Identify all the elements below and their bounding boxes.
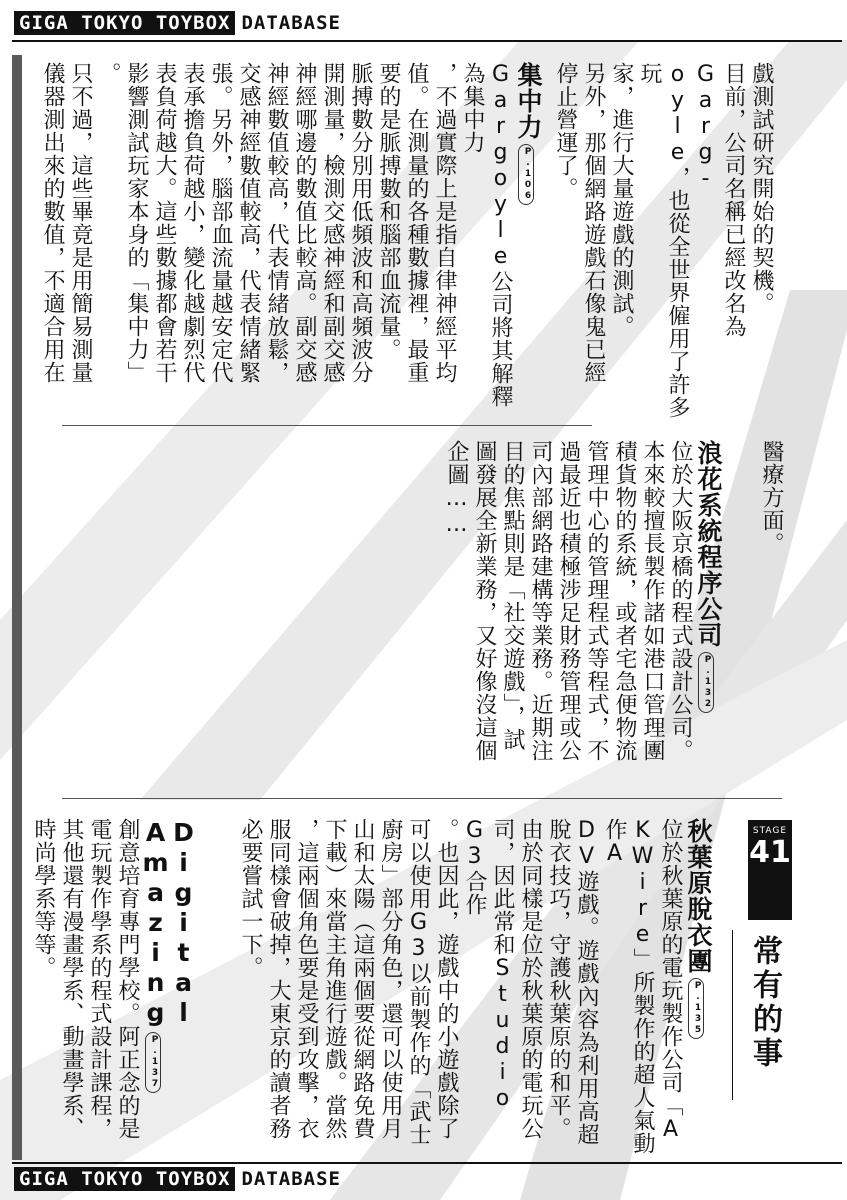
- footer-rule: [12, 1162, 842, 1164]
- stage-label: STAGE: [752, 826, 788, 836]
- footer-brand: [14, 1168, 341, 1190]
- section-title-rule: [732, 930, 733, 1100]
- entry-heading: 集中力P.106: [514, 62, 542, 427]
- entry-akiba: 秋葉原脫衣團P.135 位於秋葉原的電玩製作公司「A KWire」所製作的超人氣動作A DV遊戲。遊戲內容為利用高超 脫衣技巧，守護秋葉原的和平。 由於同樣是位於秋葉原的電玩公 司，因此常和Studio G3合作 。也因此，遊戲中的小遊戲除了 可以使用G3以前製作的「武士 廚房」部分角色，還可以使用月 山和太陽（這兩個要從網路免費 下載）來當主角進行遊戲。當然 ，這兩個角色要是受到攻擊，衣 服同樣會破掉，大東京的讀者務 必要嘗試一下。: [236, 818, 712, 1163]
- divider-2: [62, 798, 782, 799]
- page-ref: P.132: [698, 652, 714, 713]
- left-side-bar: [12, 55, 22, 1160]
- header-brand-inverse: GIGA TOKYO TOYBOX: [14, 11, 235, 35]
- entry-heading: Digital AmazingP.137: [141, 818, 197, 1163]
- stage-number: 41: [749, 835, 791, 870]
- page-ref: P.135: [688, 978, 704, 1039]
- footer-brand-plain: DATABASE: [241, 1168, 341, 1190]
- entry-heading: 浪花系統程序公司P.132: [694, 440, 722, 785]
- entry-heading: 秋葉原脫衣團P.135: [684, 818, 712, 1163]
- text-block-top-right: 戲測試研究開始的契機。 目前，公司名稱已經改名為Garg- oyle，也從全世界僱用了許多玩 家，進行大量遊戲的測試。 另外，那個網路遊戲石像鬼已經 停止營運了。: [553, 62, 774, 419]
- header-brand: [14, 12, 341, 34]
- text-block-medical: 醫療方面。: [759, 440, 784, 555]
- stage-badge: [748, 820, 792, 920]
- page-ref: P.106: [518, 144, 534, 205]
- entry-concentration: 集中力P.106 Gargoyle公司將其解釋為集中力 ，不過實際上是指自律神經平均 值。在測量的各種數據裡，最重 要的是脈搏數和腦部血流量。 脈搏數分別用低頻波和高頻波分 開測量，檢測交感神經和副交感 神經哪邊的數值比較高。副交感 神經數值較高，代表情緒放鬆， 交感神經數值較高，代表情緒緊 張。另外，腦部血流量越安定代 表承擔負荷越小，變化越劇烈代 表負荷越大。這些數據都會若干 影響測試玩家本身的「集中力」 。 只不過，這些畢竟是用簡易測量 儀器測出來的數值，不適合用在: [38, 62, 542, 427]
- page-ref: P.137: [145, 1032, 161, 1093]
- entry-naniwa: 浪花系統程序公司P.132 位於大阪京橋的程式設計公司。 本來較擅長製作諸如港口管理團 積貨物的系統，或者宅急便物流 管理中心的管理程式等程式，不 過最近也積極涉足財務管理或公 司內部網路建構等業務。近期注 目的焦點則是「社交遊戲」，試 圖發展全新業務，又好像沒這個 企圖……: [442, 440, 722, 785]
- footer-brand-inverse: GIGA TOKYO TOYBOX: [14, 1167, 235, 1191]
- entry-digital-amazing: Digital AmazingP.137 創意培育專門學校。阿正念的是 電玩製作學系的程式設計課程， 其他還有漫畫學系、動畫學系、 時尚學系等等。: [29, 818, 197, 1163]
- header-brand-plain: DATABASE: [241, 12, 341, 34]
- section-title: 常有的事: [747, 935, 782, 1071]
- header-rule: [12, 40, 842, 42]
